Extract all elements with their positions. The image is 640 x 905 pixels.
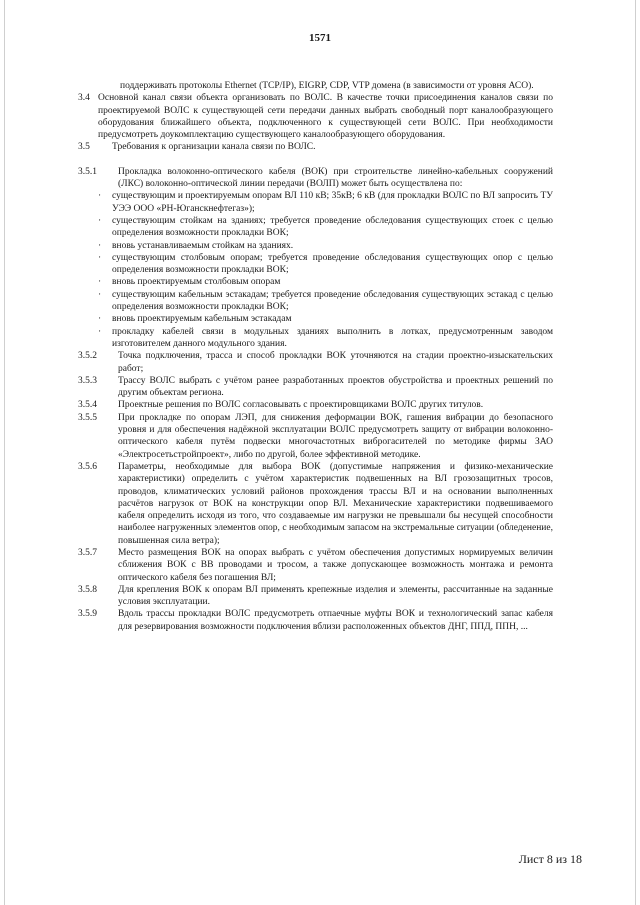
section-item [78, 375, 553, 400]
section-3-5 [78, 141, 553, 153]
bullet-mark: · [98, 191, 102, 202]
bullet-item [98, 240, 553, 252]
section-text: При прокладке по опорам ЛЭП, для снижения деформации ВОК, гашения вибрации до безопасного уровня и для обеспечения надёжной эксплуатации ВОЛС предусмотреть защиту от вибрации волоконно-оптического кабеля путём подвески многочастотных виброгасителей по методике фирмы ЗАО «Электросетьстройпроект», либо по другой, более эффективной методике. [118, 412, 553, 460]
section-item [78, 584, 553, 609]
bullet-item [98, 326, 553, 351]
section-text: Требования к организации канала связи по ВОЛС. [112, 142, 316, 153]
section-number: 3.5.5 [78, 412, 97, 423]
section-item [78, 412, 553, 461]
page-number: 1571 [309, 32, 331, 44]
bullet-mark: · [98, 314, 102, 325]
section-number: 3.5 [78, 142, 90, 153]
bullet-item [98, 215, 553, 240]
section-number: 3.5.7 [78, 547, 97, 558]
section-number: 3.4 [78, 93, 90, 104]
bullet-mark: · [98, 289, 102, 300]
section-text: Основной канал связи объекта организовать по ВОЛС. В качестве точки присоединения каналов связи по проектируемой ВОЛС к существующей сети передачи данных выбрать свободный порт каналообразующего оборудования ближайшего объекта, подключенного к существующей сети ВОЛС. При необходимости предусмотреть доукомплектацию существующего каналообразующего оборудования. [98, 93, 553, 141]
section-text: Параметры, необходимые для выбора ВОК (допустимые напряжения и физико-механические характеристики) определить с учётом характеристик подвешенных на ВЛ грозозащитных тросов, проводов, климатических условий районов прохождения трассы ВЛ и на основании выполненных расчётов нагрузок от ВОК на конструкции опор ВЛ. Механические характеристики подвешиваемого кабеля определить исходя из того, что создаваемые им нагрузки не превышали бы несущей способности наиболее нагруженных элементов опор, с необходимым запасом на экстремальные ситуации (обледенение, повышенная сила ветра); [118, 461, 553, 546]
bullet-text: вновь проектируемым кабельным эстакадам [112, 314, 292, 325]
document-body [78, 80, 553, 633]
section-text: Проектные решения по ВОЛС согласовывать с проектировщиками ВОЛС других титулов. [118, 400, 484, 411]
section-number: 3.5.2 [78, 351, 97, 362]
bullet-mark: · [98, 215, 102, 226]
bullet-item [98, 313, 553, 325]
bullet-text: существующим стойкам на зданиях; требуется проведение обследования существующих стоек с целью определения возможности прокладки ВОК; [112, 215, 553, 239]
bullet-mark: · [98, 277, 102, 288]
section-text: Для крепления ВОК к опорам ВЛ применять крепежные изделия и элементы, рассчитанные на заданные условия эксплуатации. [118, 584, 553, 608]
bullet-text: прокладку кабелей связи в модульных зданиях выполнить в лотках, предусмотренным заводом изготовителем данного модульного здания. [112, 326, 553, 349]
section-number: 3.5.9 [78, 609, 97, 620]
section-3-5-1 [78, 166, 553, 191]
bullet-text: существующим кабельным эстакадам; требуется проведение обследования существующих эстакад с целью определения возможности прокладки ВОК; [112, 289, 553, 313]
section-number: 3.5.1 [78, 166, 97, 177]
bullet-text: существующим и проектируемым опорам ВЛ 110 кВ; 35кВ; 6 кВ (для прокладки ВОЛС по ВЛ запросить ТУ УЭЭ ООО «РН-Юганскнефтегаз»); [112, 191, 553, 214]
section-text: Место размещения ВОК на опорах выбрать с учётом обеспечения допустимых нормируемых величин сближения ВОК с ВВ проводами и тросом, а также допускающее возможность монтажа и ремонта оптического кабеля без погашения ВЛ; [118, 547, 553, 583]
section-item [78, 350, 553, 375]
section-item [78, 461, 553, 547]
bullet-item [98, 190, 553, 215]
intro-paragraph: поддерживать протоколы Ethernet (TCP/IP), EIGRP, CDP, VTP домена (в зависимости от уровня АСО). [120, 81, 534, 91]
section-text: Вдоль трассы прокладки ВОЛС предусмотреть отпаечные муфты ВОК и технологический запас кабеля для резервирования возможности подключения вблизи расположенных объектов ДНГ, ППД, ППН, ... [118, 609, 553, 632]
section-item [78, 547, 553, 584]
section-number: 3.5.6 [78, 461, 97, 472]
bullet-list [98, 190, 553, 350]
bullet-mark: · [98, 252, 102, 263]
bullet-mark: · [98, 240, 102, 251]
bullet-mark: · [98, 326, 102, 337]
section-text: Прокладка волоконно-оптического кабеля (ВОК) при строительстве линейно-кабельных сооружений (ЛКС) волоконно-оптической линии передачи (ВОЛП) может быть осуществлена по: [118, 166, 553, 190]
bullet-item [98, 252, 553, 277]
sheet-footer: Лист 8 из 18 [518, 852, 582, 866]
section-number: 3.5.3 [78, 375, 97, 386]
bullet-text: вновь проектируемым столбовым опорам [112, 277, 281, 288]
bullet-text: вновь устанавливаемым стойкам на зданиях. [112, 240, 294, 251]
section-text: Трассу ВОЛС выбрать с учётом ранее разработанных проектов обустройства и проектных решений по другим объектам региона. [118, 375, 553, 399]
bullet-text: существующим столбовым опорам; требуется проведение обследования существующих опор с целью определения возможности прокладки ВОК; [112, 252, 553, 276]
spacer [98, 154, 553, 166]
section-text: Точка подключения, трасса и способ прокладки ВОК уточняются на стадии проектно-изыскательских работ; [118, 351, 553, 374]
scan-edge-right [635, 0, 636, 905]
bullet-item [98, 276, 553, 288]
bullet-item [98, 289, 553, 314]
section-number: 3.5.4 [78, 400, 97, 411]
section-item [78, 399, 553, 411]
section-list [78, 350, 553, 633]
scan-edge-left [4, 0, 5, 905]
section-3-4 [78, 92, 553, 141]
section-number: 3.5.8 [78, 584, 97, 595]
section-item [78, 608, 553, 633]
